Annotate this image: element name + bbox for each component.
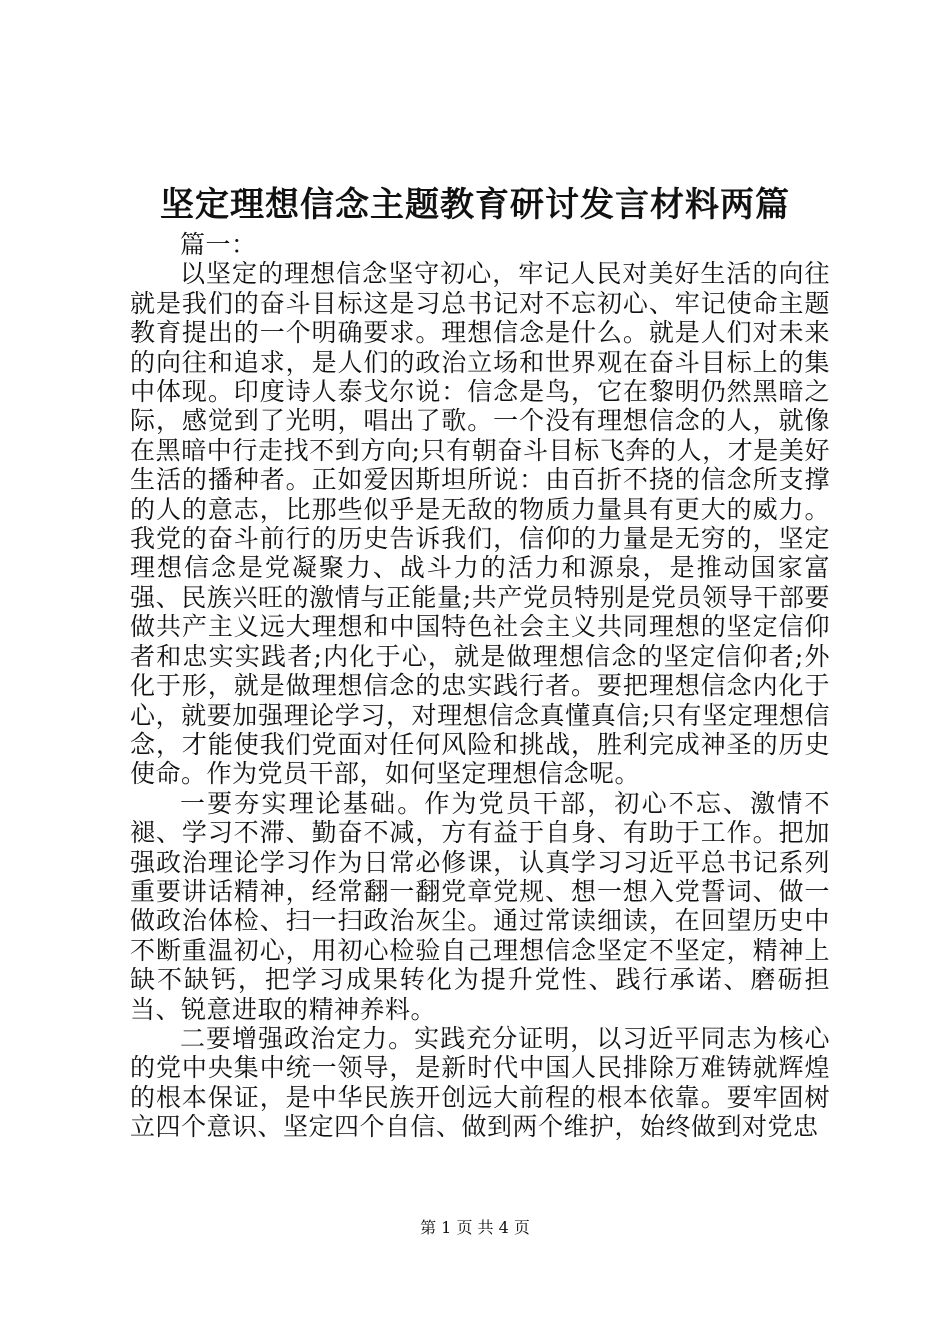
- document-title: 坚定理想信念主题教育研讨发言材料两篇: [160, 185, 790, 225]
- paragraph-2: 一要夯实理论基础。作为党员干部，初心不忘、激情不褪、学习不滞、勤奋不减，方有益于自身、有助于工作。把加强政治理论学习作为日常必修课，认真学习习近平总书记系列重要讲话精神，经常翻一翻党章党规、想一想入党誓词、做一做政治体检、扫一扫政治灰尘。通过常读细读，在回望历史中不断重温初心，用初心检验自己理想信念坚定不坚定，精神上缺不缺钙，把学习成果转化为提升党性、践行承诺、磨砺担当、锐意进取的精神养料。: [130, 788, 830, 1024]
- paragraph-3: 二要增强政治定力。实践充分证明，以习近平同志为核心的党中央集中统一领导，是新时代中国人民排除万难铸就辉煌的根本保证，是中华民族开创远大前程的根本依靠。要牢固树立四个意识、坚定四个自信、做到两个维护，始终做到对党忠: [130, 1023, 830, 1142]
- page-footer: 第 1 页 共 4 页: [420, 1218, 530, 1237]
- section-label: 篇一：: [180, 230, 257, 259]
- document-body: [130, 230, 830, 1142]
- paragraph-1: 以坚定的理想信念坚守初心，牢记人民对美好生活的向往就是我们的奋斗目标这是习总书记对不忘初心、牢记使命主题教育提出的一个明确要求。理想信念是什么。就是人们对未来的向往和追求，是人们的政治立场和世界观在奋斗目标上的集中体现。印度诗人泰戈尔说：信念是鸟，它在黎明仍然黑暗之际，感觉到了光明，唱出了歌。一个没有理想信念的人，就像在黑暗中行走找不到方向;只有朝奋斗目标飞奔的人，才是美好生活的播种者。正如爱因斯坦所说：由百折不挠的信念所支撑的人的意志，比那些似乎是无敌的物质力量具有更大的威力。我党的奋斗前行的历史告诉我们，信仰的力量是无穷的，坚定理想信念是党凝聚力、战斗力的活力和源泉，是推动国家富强、民族兴旺的激情与正能量;共产党员特别是党员领导干部要做共产主义远大理想和中国特色社会主义共同理想的坚定信仰者和忠实实践者;内化于心，就是做理想信念的坚定信仰者;外化于形，就是做理想信念的忠实践行者。要把理想信念内化于心，就要加强理论学习，对理想信念真懂真信;只有坚定理想信念，才能使我们党面对任何风险和挑战，胜利完成神圣的历史使命。作为党员干部，如何坚定理想信念呢。: [130, 259, 830, 789]
